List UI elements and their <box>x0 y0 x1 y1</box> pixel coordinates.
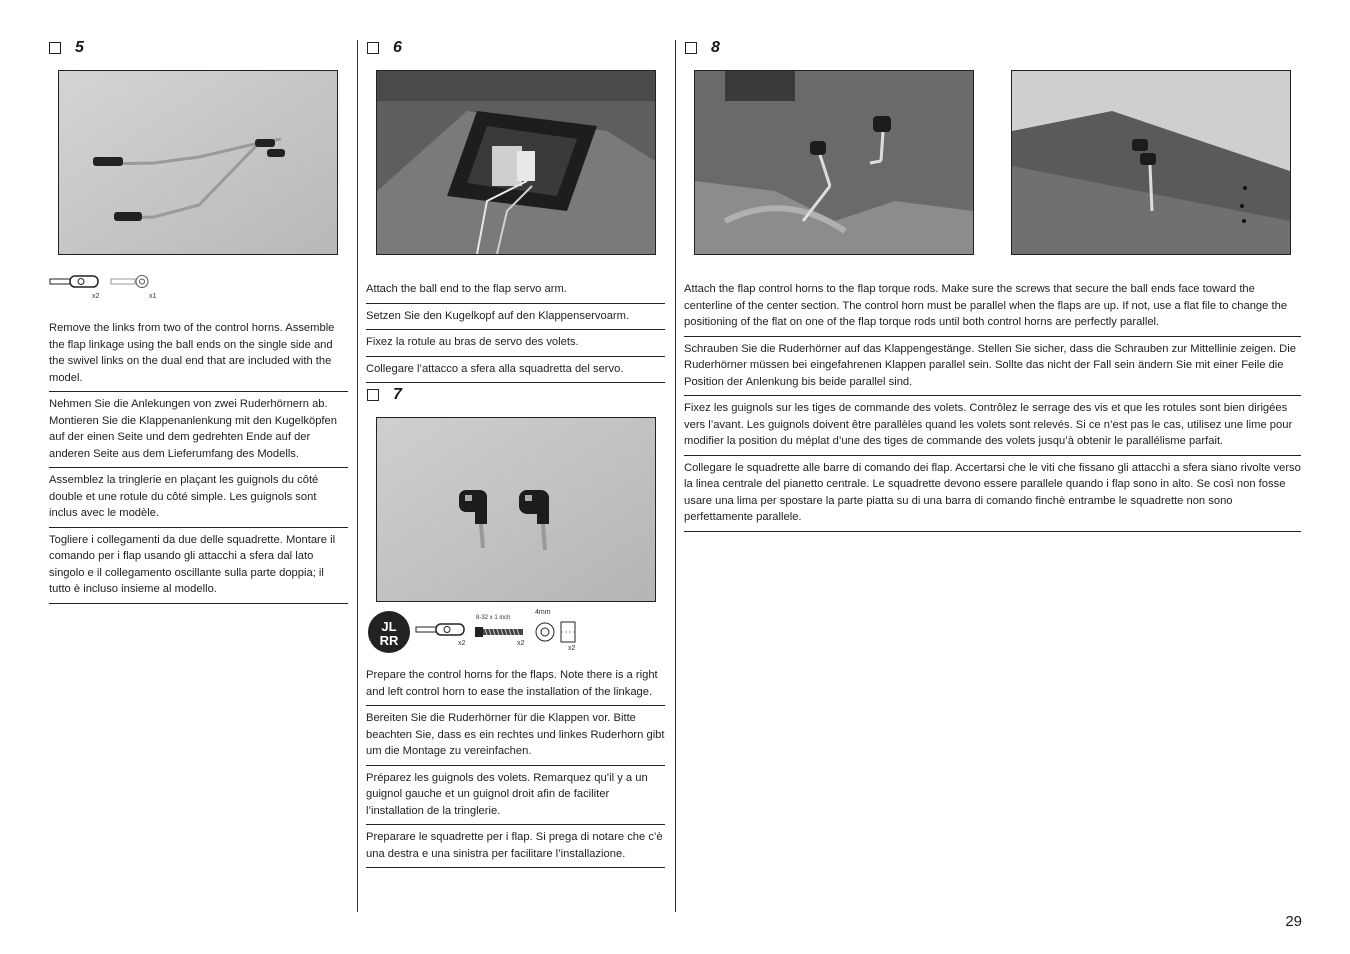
qty-label: x2 <box>92 293 100 300</box>
checkbox-icon[interactable] <box>367 42 379 54</box>
step-7-heading <box>367 386 402 404</box>
instruction-it: Collegare l’attacco a sfera alla squadretta del servo. <box>366 357 665 384</box>
screw-icon <box>475 626 525 638</box>
instruction-de: Schrauben Sie die Ruderhörner auf das Klappengestänge. Stellen Sie sicher, dass die Schrauben zur Mittellinie zeigen. Die Ruderhörner müssen bei eingefahrenen Klappen parallel sein. Sollte das nicht der Fall sein ändern Sie mit einer Feile die Position der Anlenkung bis beide parallel sind. <box>684 337 1301 397</box>
instruction-en: Remove the links from two of the control horns. Assemble the flap linkage using the ball ends on the single side and the swivel links on the dual end that are included with the model. <box>49 320 348 392</box>
instruction-it: Preparare le squadrette per i flap. Si prega di notare che c’è una destra e una sinistra per facilitare l’installazione. <box>366 825 665 868</box>
step-7-instructions <box>366 667 665 868</box>
ball-link-icon <box>415 623 467 637</box>
photo-torque-rods-top <box>694 70 974 255</box>
qty-label: x2 <box>568 645 576 652</box>
step-number: 6 <box>393 39 402 56</box>
badge-top-text: JL <box>381 619 397 634</box>
instruction-en: Attach the ball end to the flap servo arm. <box>366 281 665 304</box>
step-5-instructions <box>49 320 348 604</box>
qty-label: x2 <box>517 640 525 647</box>
left-right-badge-icon <box>367 610 411 654</box>
step-number: 7 <box>393 386 402 403</box>
checkbox-icon[interactable] <box>49 42 61 54</box>
instruction-de: Setzen Sie den Kugelkopf auf den Klappenservoarm. <box>366 304 665 331</box>
instruction-fr: Assemblez la tringlerie en plaçant les guignols du côté double et une rotule du côté simple. Les guignols sont inclus avec le modèle. <box>49 468 348 528</box>
checkbox-icon[interactable] <box>685 42 697 54</box>
parts-icons-step5 <box>49 274 169 302</box>
checkbox-icon[interactable] <box>367 389 379 401</box>
nut-icon <box>560 621 576 643</box>
photo-flap-servo <box>376 70 656 255</box>
ball-link-icon <box>49 274 159 292</box>
step-8-heading <box>685 39 720 57</box>
instruction-fr: Préparez les guignols des volets. Remarquez qu’il y a un guignol gauche et un guignol droit afin de faciliter l’installation de la tringlerie. <box>366 766 665 826</box>
photo-torque-rods-side <box>1011 70 1291 255</box>
instruction-fr: Fixez la rotule au bras de servo des volets. <box>366 330 665 357</box>
step-6-heading <box>367 39 402 57</box>
photo-flap-linkage <box>58 70 338 255</box>
instruction-de: Nehmen Sie die Anlekungen von zwei Ruderhörnern ab. Montieren Sie die Klappenanlenkung mit den Kugelköpfen auf der einen Seite und dem gedrehten Ende auf der anderen Seite aus dem Lieferumfang des Modells. <box>49 392 348 468</box>
parts-icons-step7 <box>367 608 587 656</box>
screw-size-label: 8-32 x 1 inch <box>476 615 511 621</box>
column-divider-2 <box>675 40 676 912</box>
page-number: 29 <box>1285 913 1302 930</box>
instruction-fr: Fixez les guignols sur les tiges de commande des volets. Contrôlez le serrage des vis et que les rotules sont bien dirigées vers l’avant. Les guignols doivent être parallèles quand les volets sont relevés. Si ce n’est pas le cas, utilisez une lime pour modifier la position du méplat d’une des tiges de commande des volets jusqu’à obtenir le parallélisme parfait. <box>684 396 1301 456</box>
instruction-en: Attach the flap control horns to the flap torque rods. Make sure the screws that secure the ball ends face toward the centerline of the center section. The control horn must be parallel when the flaps are up. If not, use a flat file to change the positioning of the flat on one of the flap torque rods until both control horns are perfectly parallel. <box>684 281 1301 337</box>
instruction-de: Bereiten Sie die Ruderhörner für die Klappen vor. Bitte beachten Sie, dass es ein rechtes und linkes Ruderhorn gibt um die Montage zu vereinfachen. <box>366 706 665 766</box>
instruction-it: Collegare le squadrette alle barre di comando dei flap. Accertarsi che le viti che fissano gli attacchi a sfera siano rivolte verso la linea centrale del pianetto centrale. Le squadrette devono essere parallele quando i flap sono in alto. Se così non fosse usare una lima per spostare la parte piatta su di una barra di comando finchè entrambe le squadrette non sono perfettamente parallele. <box>684 456 1301 532</box>
instruction-en: Prepare the control horns for the flaps. Note there is a right and left control horn to ease the installation of the linkage. <box>366 667 665 706</box>
step-6-instructions <box>366 281 665 383</box>
photo-control-horns <box>376 417 656 602</box>
column-divider-1 <box>357 40 358 912</box>
washer-icon <box>535 622 555 642</box>
step-number: 5 <box>75 39 84 56</box>
qty-label: x2 <box>458 640 466 647</box>
washer-size-label: 4mm <box>535 609 551 616</box>
instruction-it: Togliere i collegamenti da due delle squadrette. Montare il comando per i flap usando gli attacchi a sfera dal lato singolo e il collegamento oscillante sulla parte doppia; il tutto è incluso insieme al modello. <box>49 528 348 604</box>
qty-label: x1 <box>149 293 157 300</box>
step-8-instructions <box>684 281 1301 532</box>
step-5-heading <box>49 39 84 57</box>
badge-bottom-text: RR <box>379 633 399 648</box>
step-number: 8 <box>711 39 720 56</box>
